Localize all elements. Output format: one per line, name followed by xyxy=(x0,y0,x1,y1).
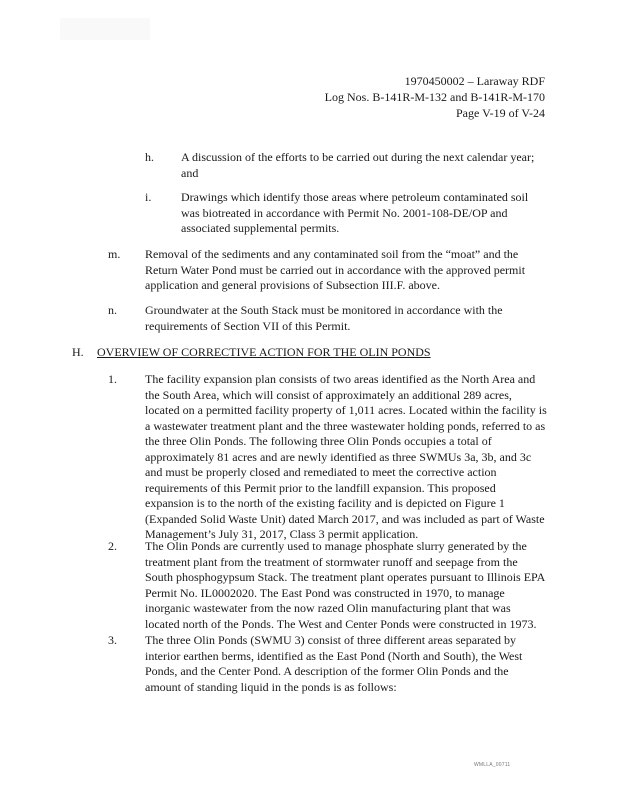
item-h-marker: h. xyxy=(145,150,154,164)
bates-stamp: WMLLA_00711 xyxy=(474,762,511,768)
paragraph-1-marker: 1. xyxy=(108,372,117,386)
header-line-3: Page V-19 of V-24 xyxy=(455,106,545,120)
item-h-text: A discussion of the efforts to be carried out during the next calendar year; and xyxy=(181,150,535,180)
scan-smudge xyxy=(60,18,150,40)
section-h-title: OVERVIEW OF CORRECTIVE ACTION FOR THE OLIN PONDS xyxy=(97,345,431,359)
item-n-marker: n. xyxy=(108,303,117,317)
header-line-1: 1970450002 – Laraway RDF xyxy=(404,74,545,88)
item-n-text: Groundwater at the South Stack must be monitored in accordance with the requirements of Section VII of this Permit. xyxy=(145,303,503,333)
paragraph-3-marker: 3. xyxy=(108,633,117,647)
paragraph-2-text: The Olin Ponds are currently used to manage phosphate slurry generated by the treatment plant from the treatment of stormwater runoff and seepage from the South phosphogypsum Stack. The treatment plant operates pursuant to Illinois EPA Permit No. IL0002020. The East Pond was constructed in 1970, to manage inorganic wastewater from the now razed Olin manufacturing plant that was located north of the Ponds. The West and Center Ponds were constructed in 1973. xyxy=(145,539,545,631)
paragraph-1-text: The facility expansion plan consists of two areas identified as the North Area and the South Area, which will consist of approximately an additional 289 acres, located on a permitted facility property of 1,011 acres. Located within the facility is a wastewater treatment plant and the three wastewater holding ponds, referred to as the three Olin Ponds. The following three Olin Ponds occupies a total of approximately 81 acres and are newly identified as three SWMUs 3a, 3b, and 3c and must be properly closed and remediated to meet the corrective action requirements of this Permit prior to the landfill expansion. This proposed expansion is to the north of the existing facility and is depicted on Figure 1 (Expanded Solid Waste Unit) dated March 2017, and was included as part of Waste Management’s July 31, 2017, Class 3 permit application. xyxy=(145,372,547,541)
header-line-2: Log Nos. B-141R-M-132 and B-141R-M-170 xyxy=(324,90,545,104)
item-i-marker: i. xyxy=(145,190,152,204)
paragraph-2-marker: 2. xyxy=(108,539,117,553)
item-m-marker: m. xyxy=(108,247,121,261)
item-i-text: Drawings which identify those areas where petroleum contaminated soil was biotreated in accordance with Permit No. 2001-108-DE/OP and associated supplemental permits. xyxy=(181,190,529,235)
item-m-text: Removal of the sediments and any contaminated soil from the “moat” and the Return Water Pond must be carried out in accordance with the approved permit application and general provisions of Subsection III.F. above. xyxy=(145,247,526,292)
section-h-marker: H. xyxy=(72,345,84,359)
paragraph-3-text: The three Olin Ponds (SWMU 3) consist of three different areas separated by interior earthen berms, identified as the East Pond (North and South), the West Ponds, and the Center Pond. A description of the former Olin Ponds and the amount of standing liquid in the ponds is as follows: xyxy=(145,633,523,694)
